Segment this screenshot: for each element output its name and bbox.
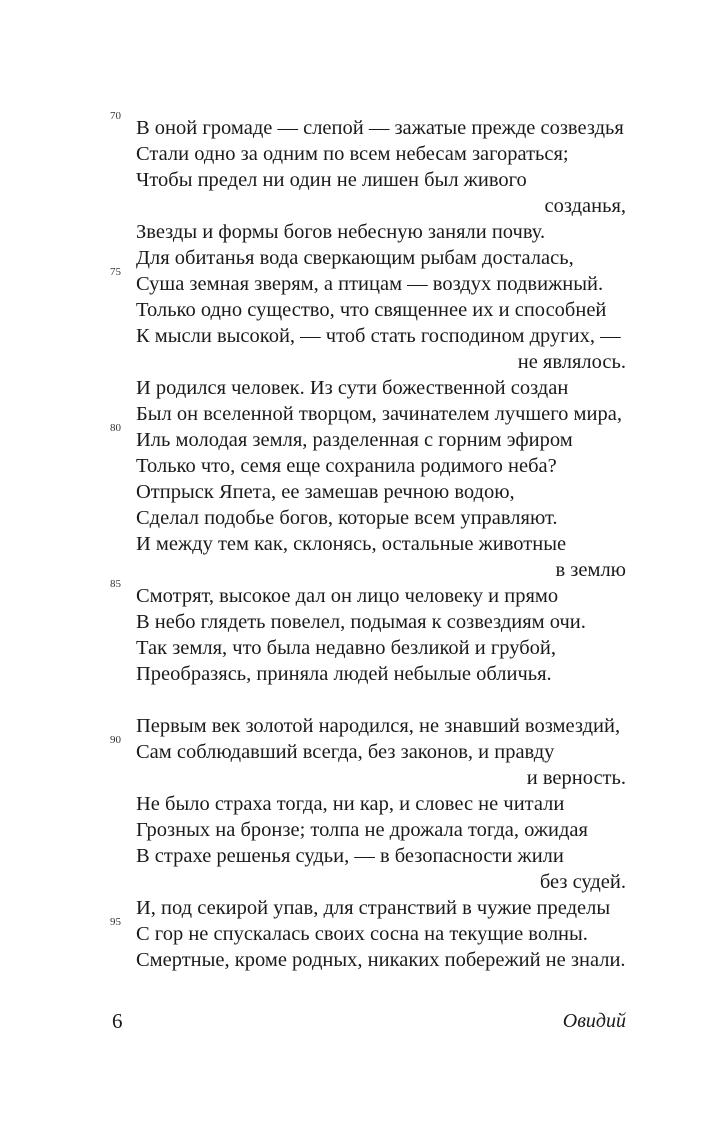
verse-line	[136, 791, 626, 817]
verse-text: В страхе решенья судьи, — в безопасности жили	[136, 845, 564, 867]
verse-text: в землю	[555, 559, 626, 581]
verse-text: Смотрят, высокое дал он лицо человеку и прямо	[136, 585, 559, 607]
verse-text: Сам соблюдавший всегда, без законов, и правду	[136, 741, 555, 763]
verse-line	[136, 167, 626, 193]
line-number: 75	[110, 266, 121, 278]
verse-line	[136, 401, 626, 427]
verse-line	[136, 505, 626, 531]
verse-text: Суша земная зверям, а птицам — воздух подвижный.	[136, 273, 604, 295]
page-number: 6	[112, 1009, 123, 1033]
verse-line	[136, 375, 626, 401]
line-number: 95	[110, 916, 121, 928]
verse-text: Смертные, кроме родных, никаких побережий не знали.	[136, 949, 626, 971]
verse-text: И родился человек. Из сути божественной создан	[136, 377, 569, 399]
verse-line	[136, 843, 626, 869]
verse-text: Для обитанья вода сверкающим рыбам досталась,	[136, 247, 574, 269]
verse-line	[136, 947, 626, 973]
verse-text: Стали одно за одним по всем небесам загораться;	[136, 143, 569, 165]
verse-text: Грозных на бронзе; толпа не дрожала тогда, ожидая	[136, 819, 588, 841]
verse-line-continuation	[136, 765, 626, 791]
verse-text: Только одно существо, что священнее их и способней	[136, 299, 607, 321]
verse-line	[136, 713, 626, 739]
verse-text: Сделал подобье богов, которые всем управляют.	[136, 507, 558, 529]
verse-line	[136, 479, 626, 505]
verse-line	[136, 323, 626, 349]
verse-line	[110, 734, 626, 765]
verse-text: Отпрыск Япета, ее замешав речною водою,	[136, 481, 515, 503]
verse-line	[136, 219, 626, 245]
verse-text: Не было страха тогда, ни кар, и словес не читали	[136, 793, 565, 815]
verse-text: К мысли высокой, — чтоб стать господином других, —	[136, 325, 621, 347]
line-number: 90	[110, 734, 121, 746]
verse-line	[136, 297, 626, 323]
stanza	[110, 713, 626, 973]
verse-line-continuation	[136, 869, 626, 895]
verse-line	[136, 245, 626, 271]
verse-text: Иль молодая земля, разделенная с горним эфиром	[136, 429, 573, 451]
verse-text: И между тем как, склонясь, остальные животные	[136, 533, 567, 555]
verse-line-continuation	[136, 557, 626, 583]
verse-line	[136, 609, 626, 635]
line-number: 70	[110, 110, 121, 122]
stanza-gap	[136, 687, 626, 713]
verse-line	[136, 141, 626, 167]
stanza	[110, 110, 626, 687]
verse-line	[110, 266, 626, 297]
verse-text: и верность.	[526, 767, 626, 789]
verse-line	[110, 578, 626, 609]
verse-text: Преобразясь, приняла людей небылые обличья.	[136, 663, 552, 685]
verse-line	[136, 635, 626, 661]
verse-text: Был он вселенной творцом, зачинателем лучшего мира,	[136, 403, 622, 425]
verse-text: В оной громаде — слепой — зажатые прежде созвездья	[136, 117, 624, 139]
poem-text	[110, 110, 626, 973]
line-number: 80	[110, 422, 121, 434]
verse-text: не являлось.	[517, 351, 626, 373]
running-footer-author: Овидий	[562, 1010, 626, 1032]
verse-text: С гор не спускалась своих сосна на текущие волны.	[136, 923, 588, 945]
verse-text: И, под секирой упав, для странствий в чужие пределы	[136, 897, 611, 919]
verse-text: созданья,	[544, 195, 626, 217]
verse-line	[136, 661, 626, 687]
verse-line-continuation	[136, 349, 626, 375]
verse-text: Чтобы предел ни один не лишен был живого	[136, 169, 527, 191]
verse-line	[110, 422, 626, 453]
verse-line	[136, 817, 626, 843]
verse-text: В небо глядеть повелел, подымая к созвездиям очи.	[136, 611, 586, 633]
verse-line	[136, 531, 626, 557]
verse-text: Так земля, что была недавно безликой и грубой,	[136, 637, 556, 659]
verse-line	[110, 916, 626, 947]
verse-text: Звезды и формы богов небесную заняли почву.	[136, 221, 546, 243]
verse-line	[136, 895, 626, 921]
verse-line	[136, 453, 626, 479]
verse-line	[110, 110, 626, 141]
verse-line-continuation	[136, 193, 626, 219]
verse-text: Первым век золотой народился, не знавший возмездий,	[136, 715, 621, 737]
verse-text: без судей.	[539, 871, 626, 893]
verse-text: Только что, семя еще сохранила родимого неба?	[136, 455, 557, 477]
line-number: 85	[110, 578, 121, 590]
